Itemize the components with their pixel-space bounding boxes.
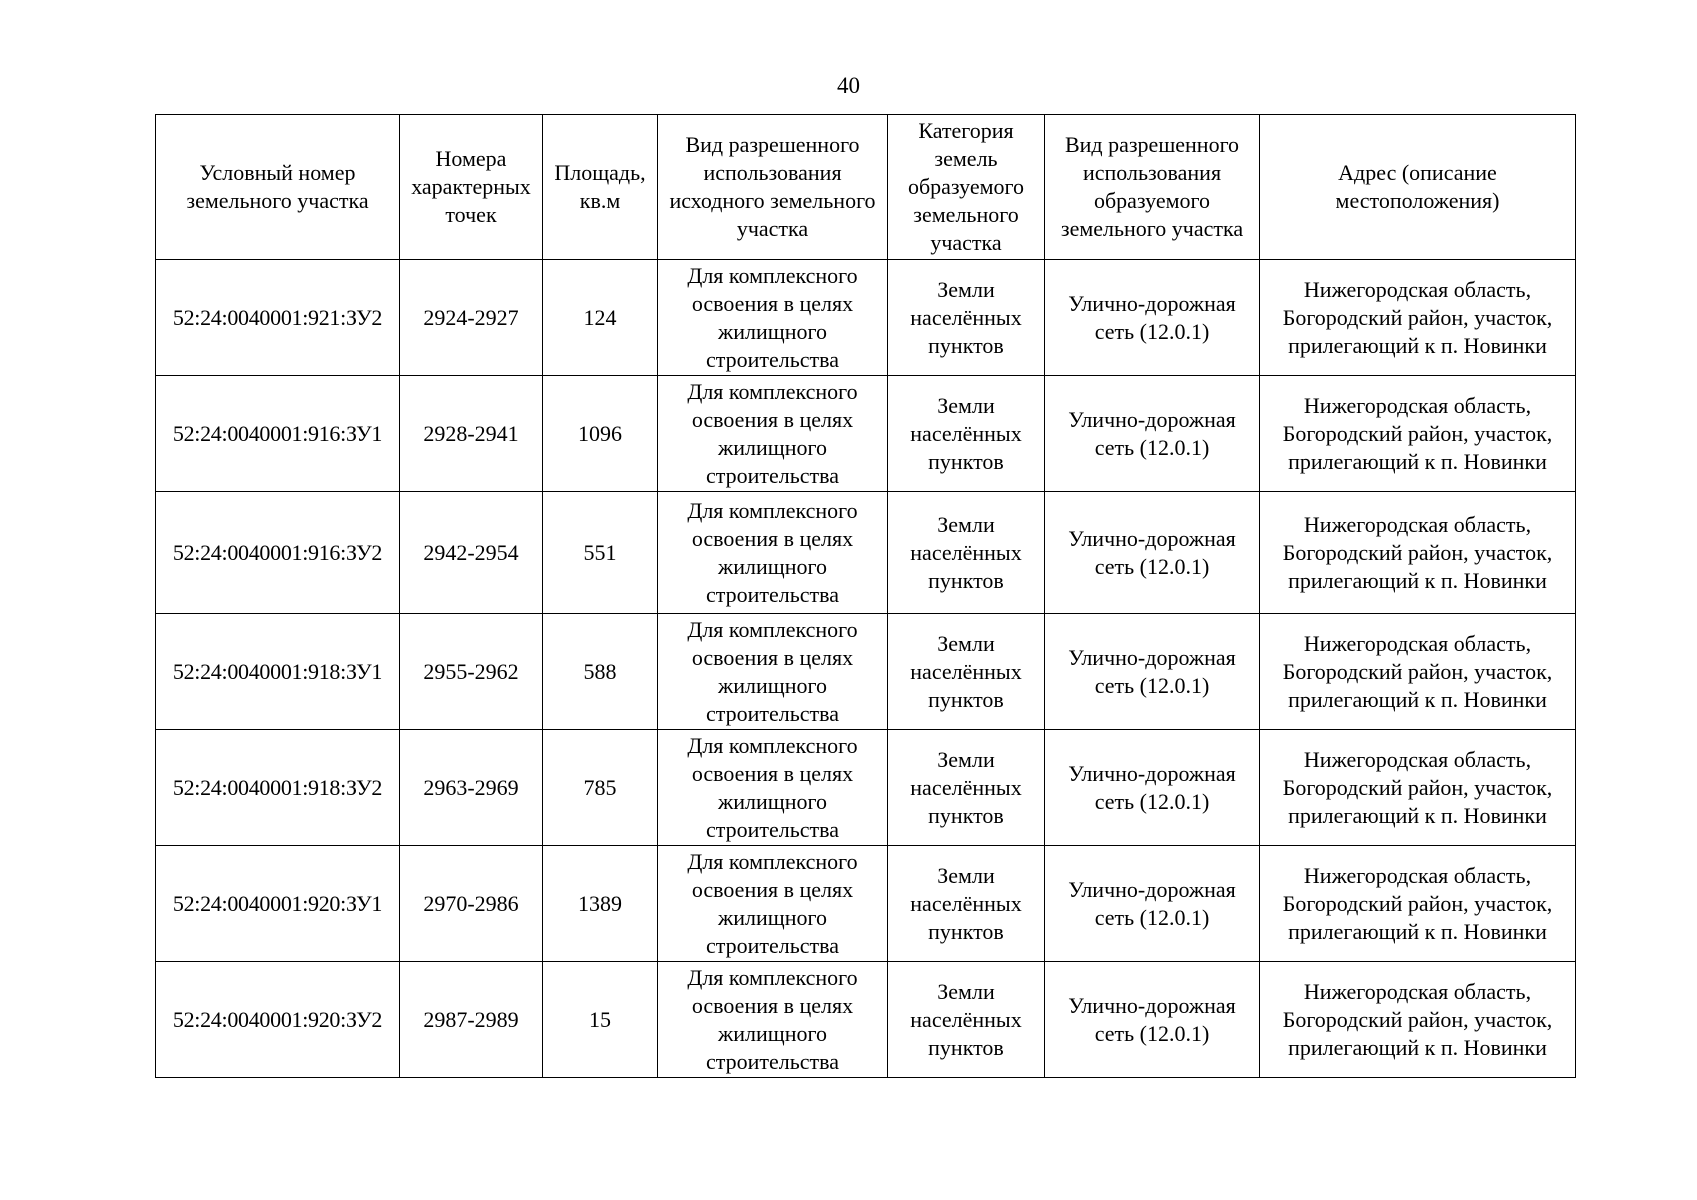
cell-address: Нижегородская область, Богородский район, участок, прилегающий к п. Новинки [1260, 846, 1576, 962]
table-row [156, 962, 1576, 1078]
table-row [156, 492, 1576, 614]
cell-category: Земли населённых пунктов [888, 846, 1045, 962]
cell-address: Нижегородская область, Богородский район, участок, прилегающий к п. Новинки [1260, 614, 1576, 730]
cell-plot-number: 52:24:0040001:916:ЗУ2 [156, 492, 400, 614]
cell-points: 2963-2969 [400, 730, 543, 846]
cell-area: 1096 [543, 376, 658, 492]
page-number: 40 [837, 73, 860, 98]
cell-area: 1389 [543, 846, 658, 962]
cell-address: Нижегородская область, Богородский район, участок, прилегающий к п. Новинки [1260, 260, 1576, 376]
cell-plot-number: 52:24:0040001:918:ЗУ1 [156, 614, 400, 730]
cell-category: Земли населённых пунктов [888, 492, 1045, 614]
cell-new-use: Улично-дорожная сеть (12.0.1) [1045, 260, 1260, 376]
table-header-row [156, 115, 1576, 260]
cell-address: Нижегородская область, Богородский район, участок, прилегающий к п. Новинки [1260, 376, 1576, 492]
land-plots-table [155, 114, 1576, 1078]
cell-points: 2987-2989 [400, 962, 543, 1078]
header-category: Категория земель образуемого земельного участка [888, 115, 1045, 260]
header-plot-number: Условный номер земельного участка [156, 115, 400, 260]
cell-category: Земли населённых пунктов [888, 730, 1045, 846]
cell-plot-number: 52:24:0040001:920:ЗУ1 [156, 846, 400, 962]
header-address: Адрес (описание местоположения) [1260, 115, 1576, 260]
cell-category: Земли населённых пунктов [888, 376, 1045, 492]
cell-category: Земли населённых пунктов [888, 260, 1045, 376]
cell-new-use: Улично-дорожная сеть (12.0.1) [1045, 376, 1260, 492]
cell-source-use: Для комплексного освоения в целях жилищного строительства [658, 846, 888, 962]
cell-source-use: Для комплексного освоения в целях жилищного строительства [658, 962, 888, 1078]
cell-source-use: Для комплексного освоения в целях жилищного строительства [658, 730, 888, 846]
cell-plot-number: 52:24:0040001:916:ЗУ1 [156, 376, 400, 492]
cell-new-use: Улично-дорожная сеть (12.0.1) [1045, 962, 1260, 1078]
header-points: Номера характерных точек [400, 115, 543, 260]
cell-points: 2928-2941 [400, 376, 543, 492]
cell-points: 2970-2986 [400, 846, 543, 962]
cell-category: Земли населённых пунктов [888, 614, 1045, 730]
cell-address: Нижегородская область, Богородский район, участок, прилегающий к п. Новинки [1260, 492, 1576, 614]
table-row [156, 614, 1576, 730]
cell-new-use: Улично-дорожная сеть (12.0.1) [1045, 492, 1260, 614]
cell-points: 2955-2962 [400, 614, 543, 730]
cell-source-use: Для комплексного освоения в целях жилищного строительства [658, 260, 888, 376]
cell-area: 551 [543, 492, 658, 614]
cell-points: 2942-2954 [400, 492, 543, 614]
cell-points: 2924-2927 [400, 260, 543, 376]
cell-new-use: Улично-дорожная сеть (12.0.1) [1045, 846, 1260, 962]
cell-address: Нижегородская область, Богородский район, участок, прилегающий к п. Новинки [1260, 730, 1576, 846]
cell-category: Земли населённых пунктов [888, 962, 1045, 1078]
cell-area: 588 [543, 614, 658, 730]
cell-area: 785 [543, 730, 658, 846]
cell-source-use: Для комплексного освоения в целях жилищного строительства [658, 614, 888, 730]
cell-address: Нижегородская область, Богородский район, участок, прилегающий к п. Новинки [1260, 962, 1576, 1078]
cell-new-use: Улично-дорожная сеть (12.0.1) [1045, 730, 1260, 846]
cell-source-use: Для комплексного освоения в целях жилищного строительства [658, 376, 888, 492]
header-new-use: Вид разрешенного использования образуемого земельного участка [1045, 115, 1260, 260]
header-source-use: Вид разрешенного использования исходного земельного участка [658, 115, 888, 260]
table-row [156, 730, 1576, 846]
table-row [156, 846, 1576, 962]
cell-plot-number: 52:24:0040001:918:ЗУ2 [156, 730, 400, 846]
cell-source-use: Для комплексного освоения в целях жилищного строительства [658, 492, 888, 614]
header-area: Площадь, кв.м [543, 115, 658, 260]
cell-area: 15 [543, 962, 658, 1078]
cell-plot-number: 52:24:0040001:920:ЗУ2 [156, 962, 400, 1078]
table-row [156, 260, 1576, 376]
cell-area: 124 [543, 260, 658, 376]
table-row [156, 376, 1576, 492]
cell-new-use: Улично-дорожная сеть (12.0.1) [1045, 614, 1260, 730]
cell-plot-number: 52:24:0040001:921:ЗУ2 [156, 260, 400, 376]
